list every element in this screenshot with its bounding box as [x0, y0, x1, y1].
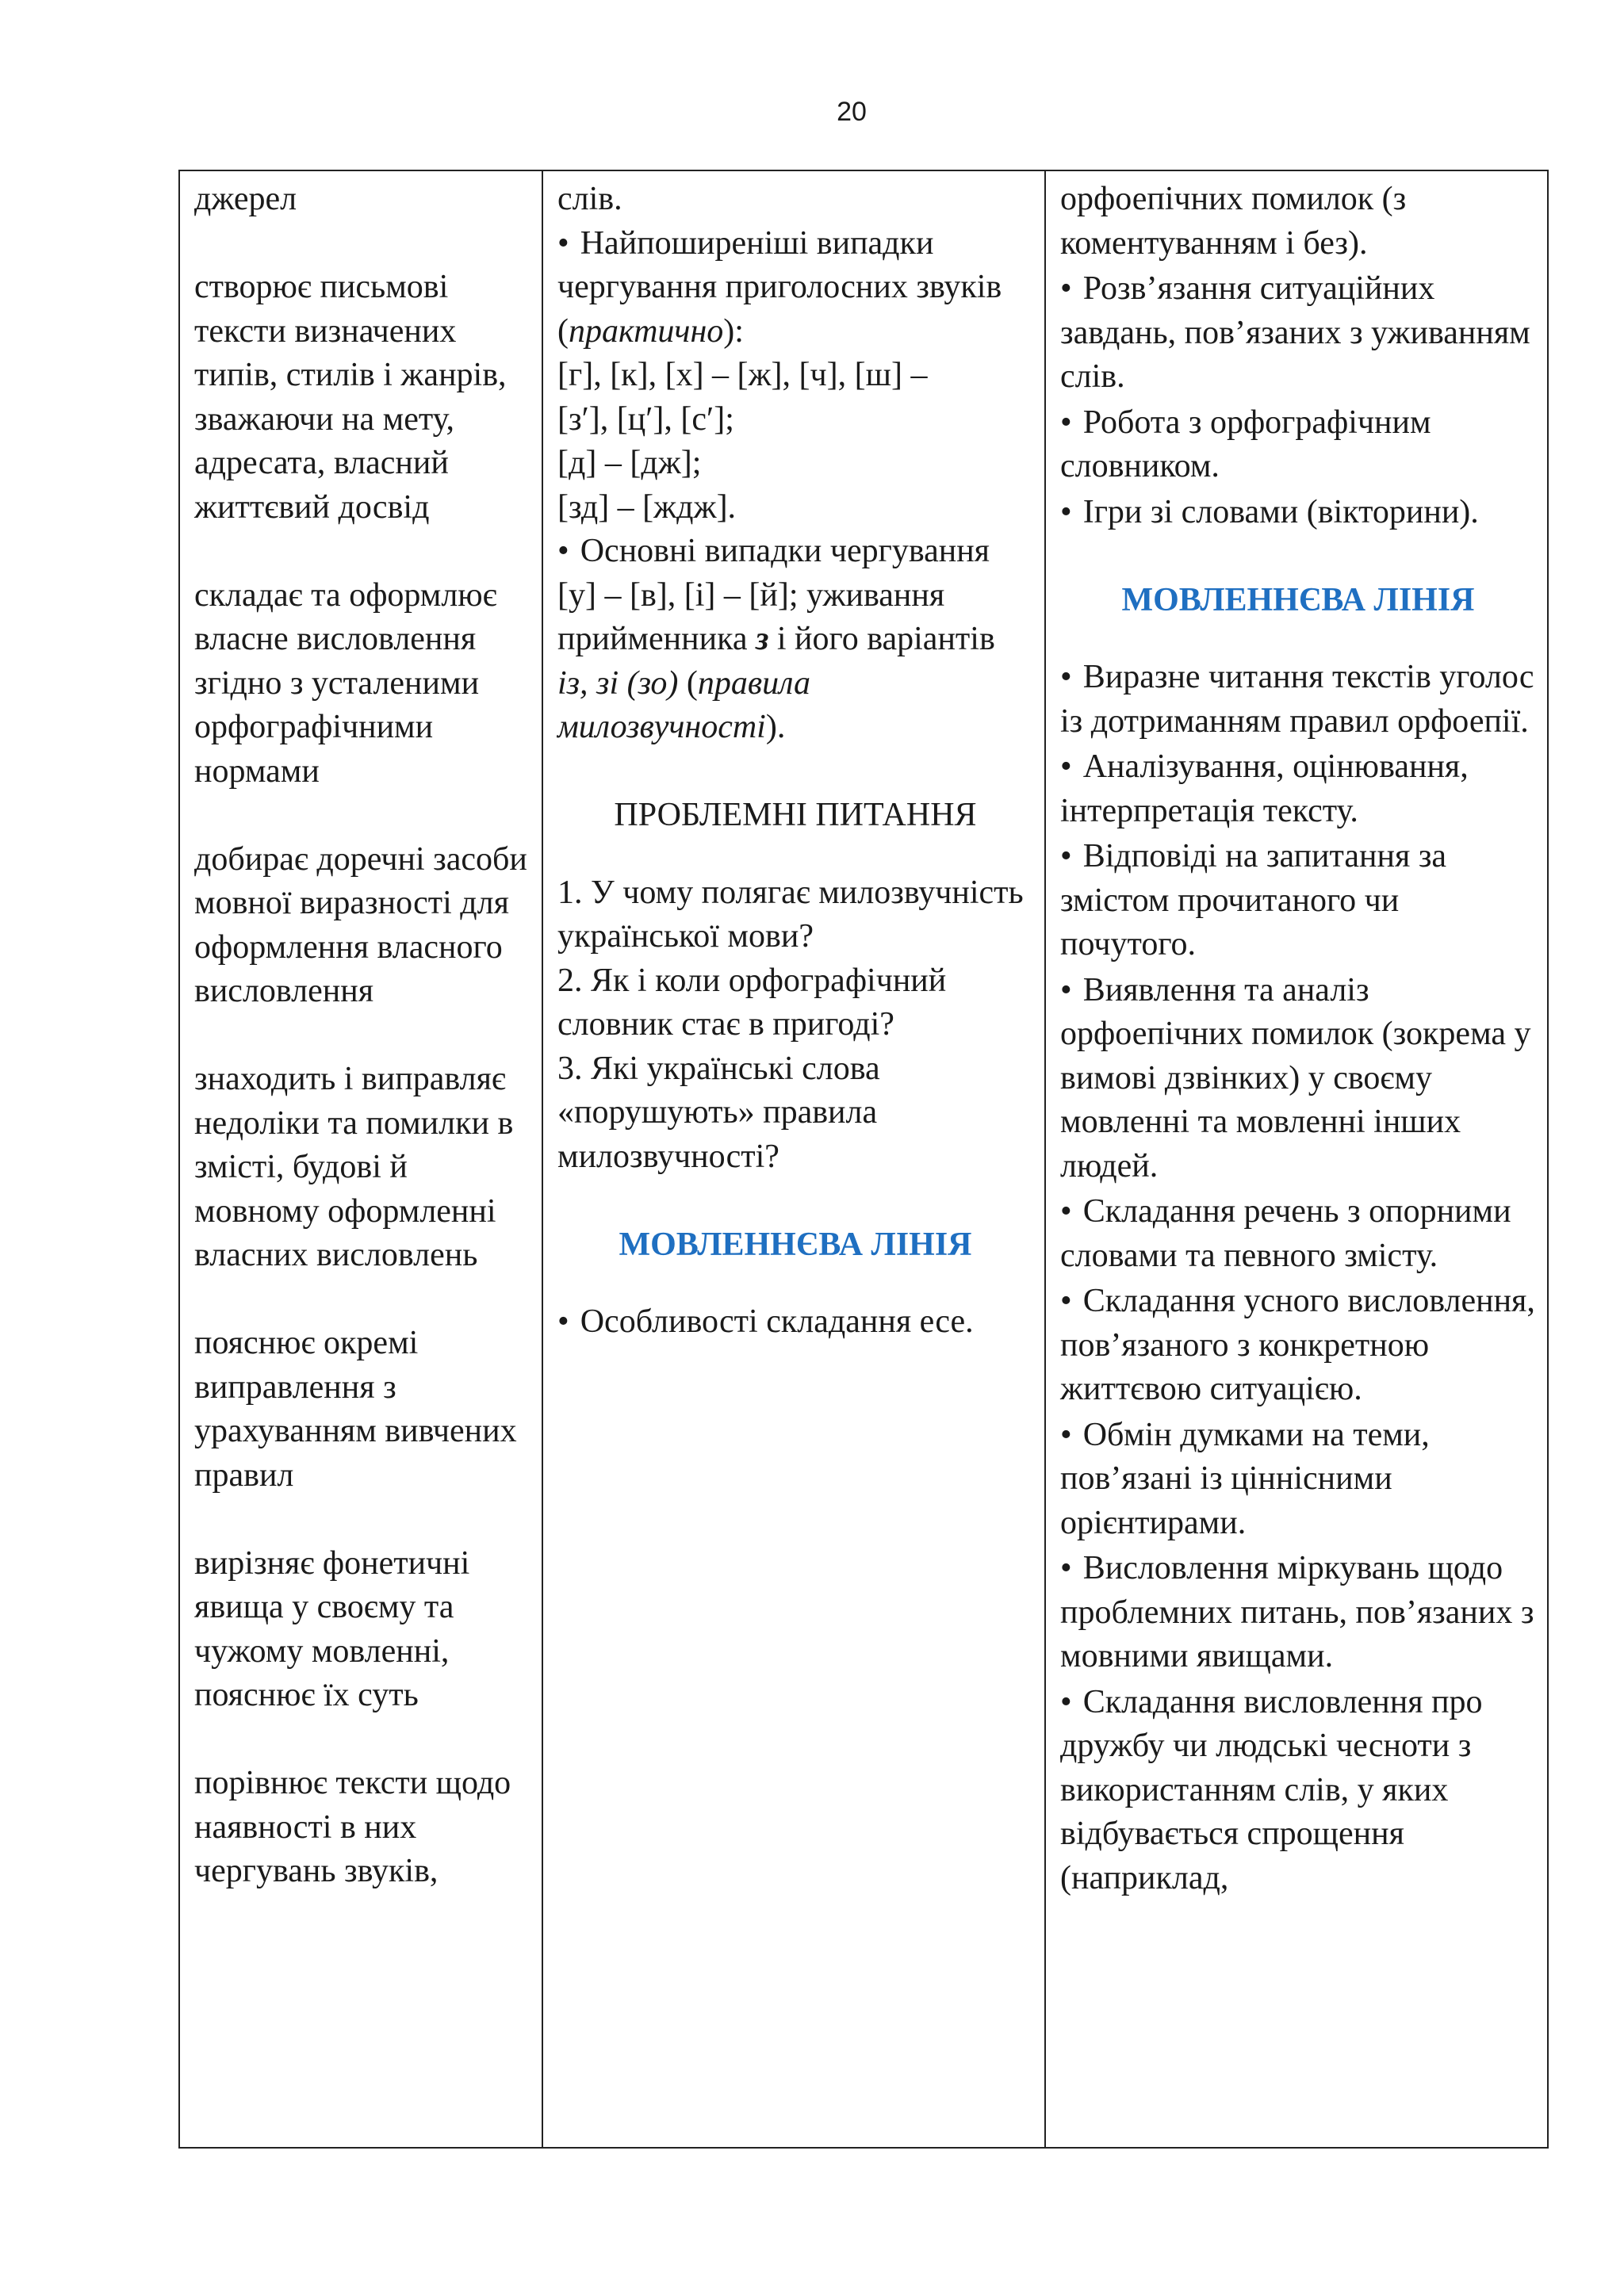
problem-question: 3. Які українські слова «порушують» правила милозвучності?: [557, 1050, 880, 1175]
sound-line: [з′], [ц′], [с′];: [557, 400, 734, 438]
content-lead: слів.: [557, 181, 622, 217]
problems-heading: ПРОБЛЕМНІ ПИТАННЯ: [614, 797, 977, 833]
result-item: чергувань звуків,: [194, 1853, 439, 1889]
result-item: вирізняє фонетичні явища у своєму та чужому мовленні, пояснює їх суть: [194, 1544, 470, 1713]
content-bullet: • Найпоширеніші випадки чергування приголосних звуків (практично):: [557, 222, 1033, 354]
curriculum-table: [178, 170, 1549, 2149]
speech-bullet: • Відповіді на запитання за змістом прочитаного чи почутого.: [1060, 835, 1536, 967]
result-item: складає та оформлює власне висловлення згідно з усталеними орфографічними нормами: [194, 576, 497, 790]
speech-bullet: • Висловлення міркувань щодо проблемних питань, пов’язаних з мовними явищами.: [1060, 1547, 1536, 1679]
result-item: джерел: [194, 181, 297, 217]
activity-bullet: • Розв’язання ситуаційних завдань, пов’язаних з уживанням слів.: [1060, 267, 1536, 400]
speech-line-heading: МОВЛЕННЄВА ЛІНІЯ: [1121, 581, 1475, 618]
speech-bullet: • Обмін думками на теми, пов’язані із ціннісними орієнтирами.: [1060, 1414, 1536, 1546]
page-number: 20: [837, 97, 867, 127]
activities-cell: [1045, 170, 1548, 2148]
result-item: порівнює тексти щодо наявності в них: [194, 1765, 511, 1846]
activities-lead: орфоепічних помилок (з коментуванням і без).: [1060, 181, 1407, 262]
activity-bullet: • Робота з орфографічним словником.: [1060, 401, 1536, 489]
speech-bullet: • Складання висловлення про дружбу чи людські чесноти з використанням слів, у яких відбувається спрощення (наприклад,: [1060, 1681, 1536, 1901]
speech-bullet: • Аналізування, оцінювання, інтерпретація тексту.: [1060, 745, 1536, 833]
speech-bullet: • Складання речень з опорними словами та певного змісту.: [1060, 1190, 1536, 1278]
speech-bullet: • Особливості складання есе.: [557, 1300, 1033, 1345]
result-item: створює письмові тексти визначених типів, стилів і жанрів, зважаючи на мету, адресата, власний життєвий досвід: [194, 269, 507, 526]
result-item: добирає доречні засоби мовної виразності для оформлення власного висловлення: [194, 840, 527, 1009]
result-item: знаходить і виправляє недоліки та помилки в змісті, будові й мовному оформленні власних висловлень: [194, 1061, 514, 1273]
sound-line: [г], [к], [х] – [ж], [ч], [ш] –: [557, 357, 928, 393]
content-bullet: • Основні випадки чергування [у] – [в], [і] – [й]; уживання прийменника з і його варіантів із, зі (зо) (правила милозвучності).: [557, 530, 1033, 750]
activity-bullet: • Ігри зі словами (вікторини).: [1060, 491, 1536, 535]
content-cell: [542, 170, 1045, 2148]
speech-bullet: • Виявлення та аналіз орфоепічних помилок (зокрема у вимові дзвінких) у своєму мовленні та мовленні інших людей.: [1060, 969, 1536, 1189]
problem-question: 1. У чому полягає милозвучність української мови?: [557, 874, 1024, 955]
expected-results-cell: [179, 170, 542, 2148]
sound-line: [зд] – [ждж].: [557, 488, 737, 526]
speech-bullet: • Виразне читання текстів уголос із дотриманням правил орфоепії.: [1060, 656, 1536, 744]
problem-question: 2. Як і коли орфографічний словник стає в пригоді?: [557, 962, 947, 1043]
speech-line-heading: МОВЛЕННЄВА ЛІНІЯ: [619, 1226, 972, 1263]
sound-line: [д] – [дж];: [557, 445, 702, 481]
table-row: [179, 170, 1548, 2148]
speech-bullet: • Складання усного висловлення, пов’язаного з конкретною життєвою ситуацією.: [1060, 1280, 1536, 1412]
result-item: пояснює окремі виправлення з урахуванням вивчених правил: [194, 1325, 517, 1494]
